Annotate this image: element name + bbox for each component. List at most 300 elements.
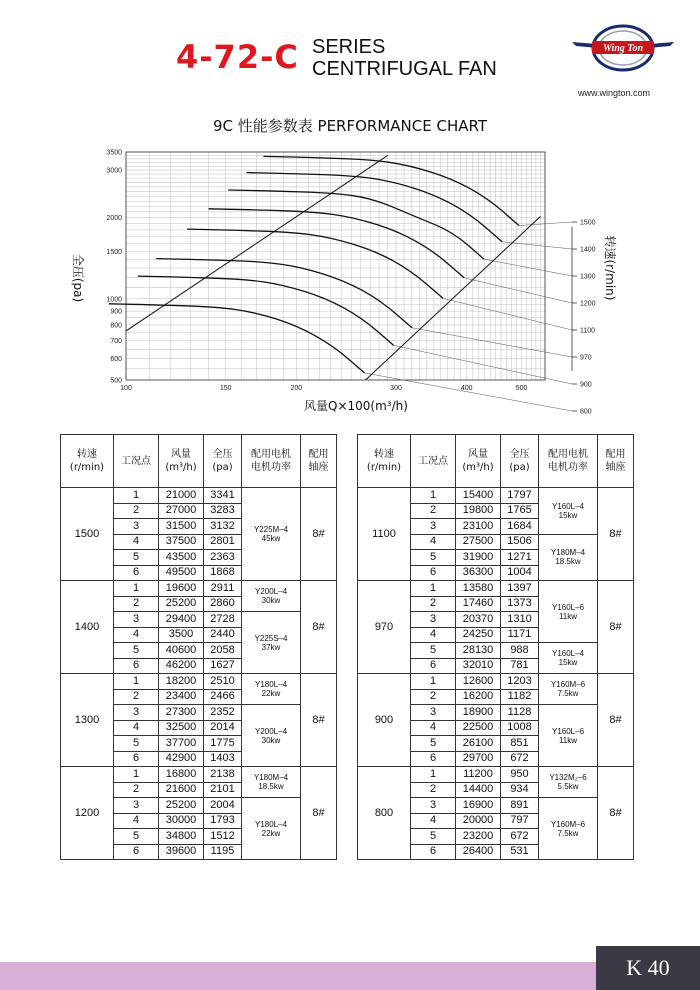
pressure-cell: 1271 <box>501 550 539 566</box>
header-motor <box>539 435 598 488</box>
flow-cell: 27500 <box>456 534 501 550</box>
flow-cell: 30000 <box>159 813 204 829</box>
pressure-cell: 672 <box>501 829 539 845</box>
pressure-cell: 1627 <box>204 658 242 674</box>
pressure-cell: 851 <box>501 736 539 752</box>
motor-line: Y180L–4 <box>254 819 288 829</box>
speed-tick-label: 1500 <box>580 219 596 227</box>
wington-logo <box>568 22 678 90</box>
flow-cell: 28130 <box>456 643 501 659</box>
x-tick-label: 200 <box>290 385 303 392</box>
motor-line: Y160L–6 <box>551 602 585 612</box>
motor-cell <box>539 581 598 643</box>
pressure-cell: 781 <box>501 658 539 674</box>
header-bearing-line: 配用 <box>308 449 329 460</box>
flow-cell: 23200 <box>456 829 501 845</box>
flow-cell: 23100 <box>456 519 501 535</box>
pressure-cell: 2510 <box>204 674 242 690</box>
flow-cell: 14400 <box>456 782 501 798</box>
speed-tick-label: 1300 <box>580 273 596 281</box>
pressure-cell: 1793 <box>204 813 242 829</box>
point-cell: 1 <box>411 767 456 783</box>
speed-leader <box>484 259 572 276</box>
point-cell: 4 <box>411 720 456 736</box>
header-bearing <box>598 435 634 488</box>
pressure-cell: 2363 <box>204 550 242 566</box>
point-cell: 3 <box>411 612 456 628</box>
chart-title: 9C 性能参数表 PERFORMANCE CHART <box>212 117 487 135</box>
speed-leader <box>412 328 572 357</box>
x-tick-label: 100 <box>120 385 132 392</box>
flow-cell: 17460 <box>456 596 501 612</box>
motor-line: Y180M–4 <box>253 773 289 782</box>
motor-line: 30kw <box>261 596 281 605</box>
chart-curves <box>109 155 572 411</box>
point-cell: 1 <box>114 767 159 783</box>
motor-line: 11kw <box>558 735 578 745</box>
pressure-cell: 1797 <box>501 488 539 504</box>
table-row <box>61 488 337 504</box>
point-cell: 1 <box>411 674 456 690</box>
flow-cell: 32500 <box>159 720 204 736</box>
point-cell: 2 <box>411 689 456 705</box>
table-row <box>358 674 634 690</box>
series-model-title: 4-72-C <box>176 38 299 76</box>
y-tick-label: 1500 <box>106 248 122 256</box>
header-pressure-line: (pa) <box>509 462 530 473</box>
flow-cell: 39600 <box>159 844 204 860</box>
bearing-cell: 8# <box>598 581 634 674</box>
point-cell: 2 <box>114 503 159 519</box>
website-url: www.wington.com <box>578 88 651 98</box>
flow-cell: 26400 <box>456 844 501 860</box>
motor-line: 5.5kw <box>557 782 579 791</box>
page-number: K 40 <box>596 946 700 990</box>
point-cell: 3 <box>114 612 159 628</box>
pressure-cell: 1403 <box>204 751 242 767</box>
pressure-cell: 2728 <box>204 612 242 628</box>
bearing-cell: 8# <box>301 581 337 674</box>
motor-cell <box>539 798 598 860</box>
pressure-cell: 1868 <box>204 565 242 581</box>
point-cell: 1 <box>114 674 159 690</box>
point-cell: 1 <box>114 581 159 597</box>
flow-cell: 25200 <box>159 798 204 814</box>
header-pressure <box>501 435 539 488</box>
motor-line: 7.5kw <box>557 828 579 838</box>
speed-tick-label: 1100 <box>580 327 596 335</box>
motor-line: Y225M–4 <box>253 525 289 534</box>
y-tick-label: 500 <box>110 377 122 385</box>
point-cell: 3 <box>114 798 159 814</box>
table-row <box>358 581 634 597</box>
footer-band <box>0 962 700 990</box>
speed-tick-label: 1400 <box>580 246 596 254</box>
flow-cell: 29400 <box>159 612 204 628</box>
point-cell: 3 <box>114 705 159 721</box>
pressure-cell: 1506 <box>501 534 539 550</box>
y-tick-label: 2000 <box>106 215 122 223</box>
flow-cell: 27000 <box>159 503 204 519</box>
pressure-cell: 1684 <box>501 519 539 535</box>
motor-cell <box>242 674 301 705</box>
point-cell: 2 <box>114 689 159 705</box>
pressure-cell: 1775 <box>204 736 242 752</box>
pressure-cell: 1008 <box>501 720 539 736</box>
motor-cell <box>539 643 598 674</box>
speed-tick-label: 900 <box>580 381 592 389</box>
header-motor <box>242 435 301 488</box>
flow-cell: 21600 <box>159 782 204 798</box>
pressure-cell: 1512 <box>204 829 242 845</box>
speed-leader <box>464 278 572 303</box>
y-tick-label: 900 <box>110 308 122 316</box>
motor-cell <box>242 705 301 767</box>
bearing-cell: 8# <box>598 674 634 767</box>
motor-cell <box>242 612 301 674</box>
pressure-cell: 3283 <box>204 503 242 519</box>
pressure-cell: 1182 <box>501 689 539 705</box>
flow-cell: 31900 <box>456 550 501 566</box>
speed-tick-label: 800 <box>580 408 592 416</box>
header-pressure-line: 全压 <box>509 449 530 460</box>
speed-leader <box>443 298 572 330</box>
system-line-right <box>366 216 541 380</box>
header-speed-line: 转速 <box>374 449 394 460</box>
flow-cell: 37500 <box>159 534 204 550</box>
motor-line: Y160L–6 <box>551 726 585 736</box>
motor-line: Y180L–4 <box>254 680 288 689</box>
flow-cell: 40600 <box>159 643 204 659</box>
flow-cell: 25200 <box>159 596 204 612</box>
header-flow-line: (m³/h) <box>462 462 494 473</box>
header-bearing <box>301 435 337 488</box>
point-cell: 4 <box>411 534 456 550</box>
pressure-cell: 531 <box>501 844 539 860</box>
curve-800 <box>109 304 365 373</box>
flow-cell: 42900 <box>159 751 204 767</box>
motor-cell <box>539 488 598 535</box>
motor-cell <box>539 705 598 767</box>
header-flow-line: 风量 <box>468 449 488 460</box>
header-speed <box>358 435 411 488</box>
speed-cell: 1100 <box>358 488 411 581</box>
flow-cell: 32010 <box>456 658 501 674</box>
flow-cell: 20000 <box>456 813 501 829</box>
header-flow-line: 风量 <box>171 449 191 460</box>
flow-cell: 12600 <box>456 674 501 690</box>
pressure-cell: 1203 <box>501 674 539 690</box>
speed-cell: 1400 <box>61 581 114 674</box>
pressure-cell: 2058 <box>204 643 242 659</box>
pressure-cell: 1765 <box>501 503 539 519</box>
flow-cell: 15400 <box>456 488 501 504</box>
motor-line: 30kw <box>261 735 281 745</box>
bearing-cell: 8# <box>598 488 634 581</box>
point-cell: 2 <box>114 782 159 798</box>
point-cell: 4 <box>114 720 159 736</box>
pressure-cell: 934 <box>501 782 539 798</box>
header-point <box>411 435 456 488</box>
point-cell: 6 <box>411 844 456 860</box>
series-line-1: SERIES <box>312 36 386 58</box>
header-motor-line: 电机功率 <box>548 462 588 473</box>
plot-frame <box>126 152 545 380</box>
pressure-cell: 672 <box>501 751 539 767</box>
flow-cell: 37700 <box>159 736 204 752</box>
speed-cell: 800 <box>358 767 411 860</box>
pressure-cell: 1195 <box>204 844 242 860</box>
point-cell: 5 <box>411 550 456 566</box>
flow-cell: 21000 <box>159 488 204 504</box>
motor-cell <box>242 767 301 798</box>
header-point-line: 工况点 <box>121 455 151 467</box>
flow-cell: 29700 <box>456 751 501 767</box>
flow-cell: 18900 <box>456 705 501 721</box>
curve-1500 <box>263 156 519 225</box>
flow-cell: 19800 <box>456 503 501 519</box>
y-tick-label: 700 <box>110 338 122 346</box>
y-tick-label: 1000 <box>106 296 122 304</box>
y-axis-label: 全压(pa) <box>71 253 85 303</box>
motor-cell <box>539 767 598 798</box>
motor-line: 7.5kw <box>557 689 579 698</box>
motor-line: Y225S–4 <box>254 633 288 643</box>
pressure-cell: 2860 <box>204 596 242 612</box>
point-cell: 5 <box>411 643 456 659</box>
flow-cell: 24250 <box>456 627 501 643</box>
pressure-cell: 2466 <box>204 689 242 705</box>
flow-cell: 19600 <box>159 581 204 597</box>
y-tick-label: 3000 <box>106 167 122 175</box>
point-cell: 4 <box>411 627 456 643</box>
performance-table-right <box>357 434 634 860</box>
header-point-line: 工况点 <box>418 455 448 467</box>
motor-line: 15kw <box>558 510 578 520</box>
point-cell: 6 <box>114 658 159 674</box>
pressure-cell: 1310 <box>501 612 539 628</box>
x-tick-label: 150 <box>219 385 232 392</box>
curve-1400 <box>246 173 502 242</box>
flow-cell: 43500 <box>159 550 204 566</box>
point-cell: 4 <box>114 534 159 550</box>
header-point <box>114 435 159 488</box>
x-tick-label: 500 <box>515 385 528 392</box>
bearing-cell: 8# <box>598 767 634 860</box>
logo-text: Wing Ton <box>602 43 644 54</box>
series-subtitle <box>312 36 497 80</box>
motor-cell <box>539 674 598 705</box>
pressure-cell: 1397 <box>501 581 539 597</box>
flow-cell: 27300 <box>159 705 204 721</box>
flow-cell: 13580 <box>456 581 501 597</box>
pressure-cell: 2352 <box>204 705 242 721</box>
point-cell: 5 <box>114 829 159 845</box>
table-row <box>61 767 337 783</box>
header-speed-line: (r/min) <box>366 462 402 473</box>
x-tick-label: 300 <box>390 385 402 392</box>
flow-cell: 31500 <box>159 519 204 535</box>
motor-cell <box>242 798 301 860</box>
speed-cell: 970 <box>358 581 411 674</box>
point-cell: 5 <box>411 736 456 752</box>
pressure-cell: 2101 <box>204 782 242 798</box>
point-cell: 5 <box>114 736 159 752</box>
point-cell: 3 <box>411 798 456 814</box>
flow-cell: 16200 <box>456 689 501 705</box>
point-cell: 4 <box>114 627 159 643</box>
speed-tick-label: 970 <box>580 354 592 362</box>
header-motor-line: 电机功率 <box>251 462 291 473</box>
speed-cell: 1500 <box>61 488 114 581</box>
point-cell: 6 <box>411 565 456 581</box>
motor-line: Y132M₂–6 <box>549 773 587 782</box>
motor-line: 22kw <box>261 689 281 698</box>
motor-line: 22kw <box>261 828 281 838</box>
point-cell: 4 <box>411 813 456 829</box>
point-cell: 1 <box>411 488 456 504</box>
point-cell: 2 <box>411 782 456 798</box>
flow-cell: 20370 <box>456 612 501 628</box>
curve-1200 <box>209 209 465 278</box>
speed-cell: 1200 <box>61 767 114 860</box>
header-flow <box>456 435 501 488</box>
motor-cell <box>242 581 301 612</box>
pressure-cell: 2004 <box>204 798 242 814</box>
flow-cell: 18200 <box>159 674 204 690</box>
point-cell: 3 <box>114 519 159 535</box>
table-row <box>61 581 337 597</box>
pressure-cell: 1128 <box>501 705 539 721</box>
performance-chart <box>60 140 640 420</box>
flow-cell: 36300 <box>456 565 501 581</box>
pressure-cell: 2440 <box>204 627 242 643</box>
performance-table-left <box>60 434 337 860</box>
motor-line: 45kw <box>261 534 281 543</box>
pressure-cell: 2014 <box>204 720 242 736</box>
header-pressure-line: 全压 <box>212 449 233 460</box>
header-bearing-line: 轴座 <box>308 462 329 473</box>
speed-cell: 900 <box>358 674 411 767</box>
header-speed <box>61 435 114 488</box>
motor-cell <box>539 534 598 581</box>
header-pressure-line: (pa) <box>212 462 233 473</box>
point-cell: 2 <box>411 503 456 519</box>
pressure-cell: 988 <box>501 643 539 659</box>
pressure-cell: 1004 <box>501 565 539 581</box>
point-cell: 4 <box>114 813 159 829</box>
point-cell: 5 <box>114 643 159 659</box>
point-cell: 6 <box>411 658 456 674</box>
point-cell: 6 <box>114 751 159 767</box>
flow-cell: 11200 <box>456 767 501 783</box>
bearing-cell: 8# <box>301 488 337 581</box>
motor-line: Y160M–6 <box>550 680 586 689</box>
header-flow-line: (m³/h) <box>165 462 197 473</box>
y-tick-label: 800 <box>110 322 122 330</box>
speed-cell: 1300 <box>61 674 114 767</box>
flow-cell: 3500 <box>159 627 204 643</box>
header-speed-line: (r/min) <box>69 462 105 473</box>
flow-cell: 23400 <box>159 689 204 705</box>
x-tick-label: 400 <box>460 385 473 392</box>
point-cell: 6 <box>411 751 456 767</box>
motor-line: 18.5kw <box>555 557 581 567</box>
flow-cell: 22500 <box>456 720 501 736</box>
y-tick-label: 600 <box>110 356 122 364</box>
motor-cell <box>242 488 301 581</box>
pressure-cell: 1373 <box>501 596 539 612</box>
motor-line: 15kw <box>558 658 578 667</box>
chart-grid <box>126 152 545 380</box>
flow-cell: 16800 <box>159 767 204 783</box>
table-row <box>61 674 337 690</box>
pressure-cell: 950 <box>501 767 539 783</box>
point-cell: 5 <box>411 829 456 845</box>
point-cell: 3 <box>411 705 456 721</box>
point-cell: 1 <box>411 581 456 597</box>
flow-cell: 46200 <box>159 658 204 674</box>
pressure-cell: 3341 <box>204 488 242 504</box>
curve-970 <box>156 259 412 328</box>
y-tick-label: 3500 <box>106 149 122 157</box>
motor-line: 11kw <box>558 611 578 621</box>
motor-line: Y160L–4 <box>551 501 585 511</box>
pressure-cell: 2911 <box>204 581 242 597</box>
header-speed-line: 转速 <box>77 449 97 460</box>
pressure-cell: 1171 <box>501 627 539 643</box>
point-cell: 2 <box>114 596 159 612</box>
point-cell: 2 <box>411 596 456 612</box>
pressure-cell: 891 <box>501 798 539 814</box>
table-row <box>358 767 634 783</box>
motor-line: Y160M–6 <box>550 819 586 829</box>
series-line-2: CENTRIFUGAL FAN <box>312 58 497 80</box>
pressure-cell: 3132 <box>204 519 242 535</box>
flow-cell: 34800 <box>159 829 204 845</box>
point-cell: 6 <box>114 565 159 581</box>
pressure-cell: 2138 <box>204 767 242 783</box>
motor-line: 37kw <box>261 642 281 652</box>
flow-cell: 49500 <box>159 565 204 581</box>
point-cell: 1 <box>114 488 159 504</box>
x-axis-label: 风量Q×100(m³/h) <box>304 399 408 413</box>
bearing-cell: 8# <box>301 674 337 767</box>
flow-cell: 16900 <box>456 798 501 814</box>
header-bearing-line: 轴座 <box>605 462 626 473</box>
pressure-cell: 797 <box>501 813 539 829</box>
speed-axis-label: 转速(r/min) <box>603 235 617 301</box>
speed-tick-label: 1200 <box>580 300 596 308</box>
motor-line: Y160L–4 <box>551 649 585 658</box>
header-flow <box>159 435 204 488</box>
motor-line: Y200L–4 <box>254 726 288 736</box>
table-row <box>358 488 634 504</box>
header-pressure <box>204 435 242 488</box>
motor-line: Y200L–4 <box>254 587 288 596</box>
motor-line: Y180M–4 <box>550 548 586 558</box>
header-bearing-line: 配用 <box>605 449 626 460</box>
pressure-cell: 2801 <box>204 534 242 550</box>
header-motor-line: 配用电机 <box>548 449 588 460</box>
bearing-cell: 8# <box>301 767 337 860</box>
flow-cell: 26100 <box>456 736 501 752</box>
point-cell: 3 <box>411 519 456 535</box>
header-motor-line: 配用电机 <box>251 449 291 460</box>
point-cell: 6 <box>114 844 159 860</box>
motor-line: 18.5kw <box>258 782 284 791</box>
point-cell: 5 <box>114 550 159 566</box>
